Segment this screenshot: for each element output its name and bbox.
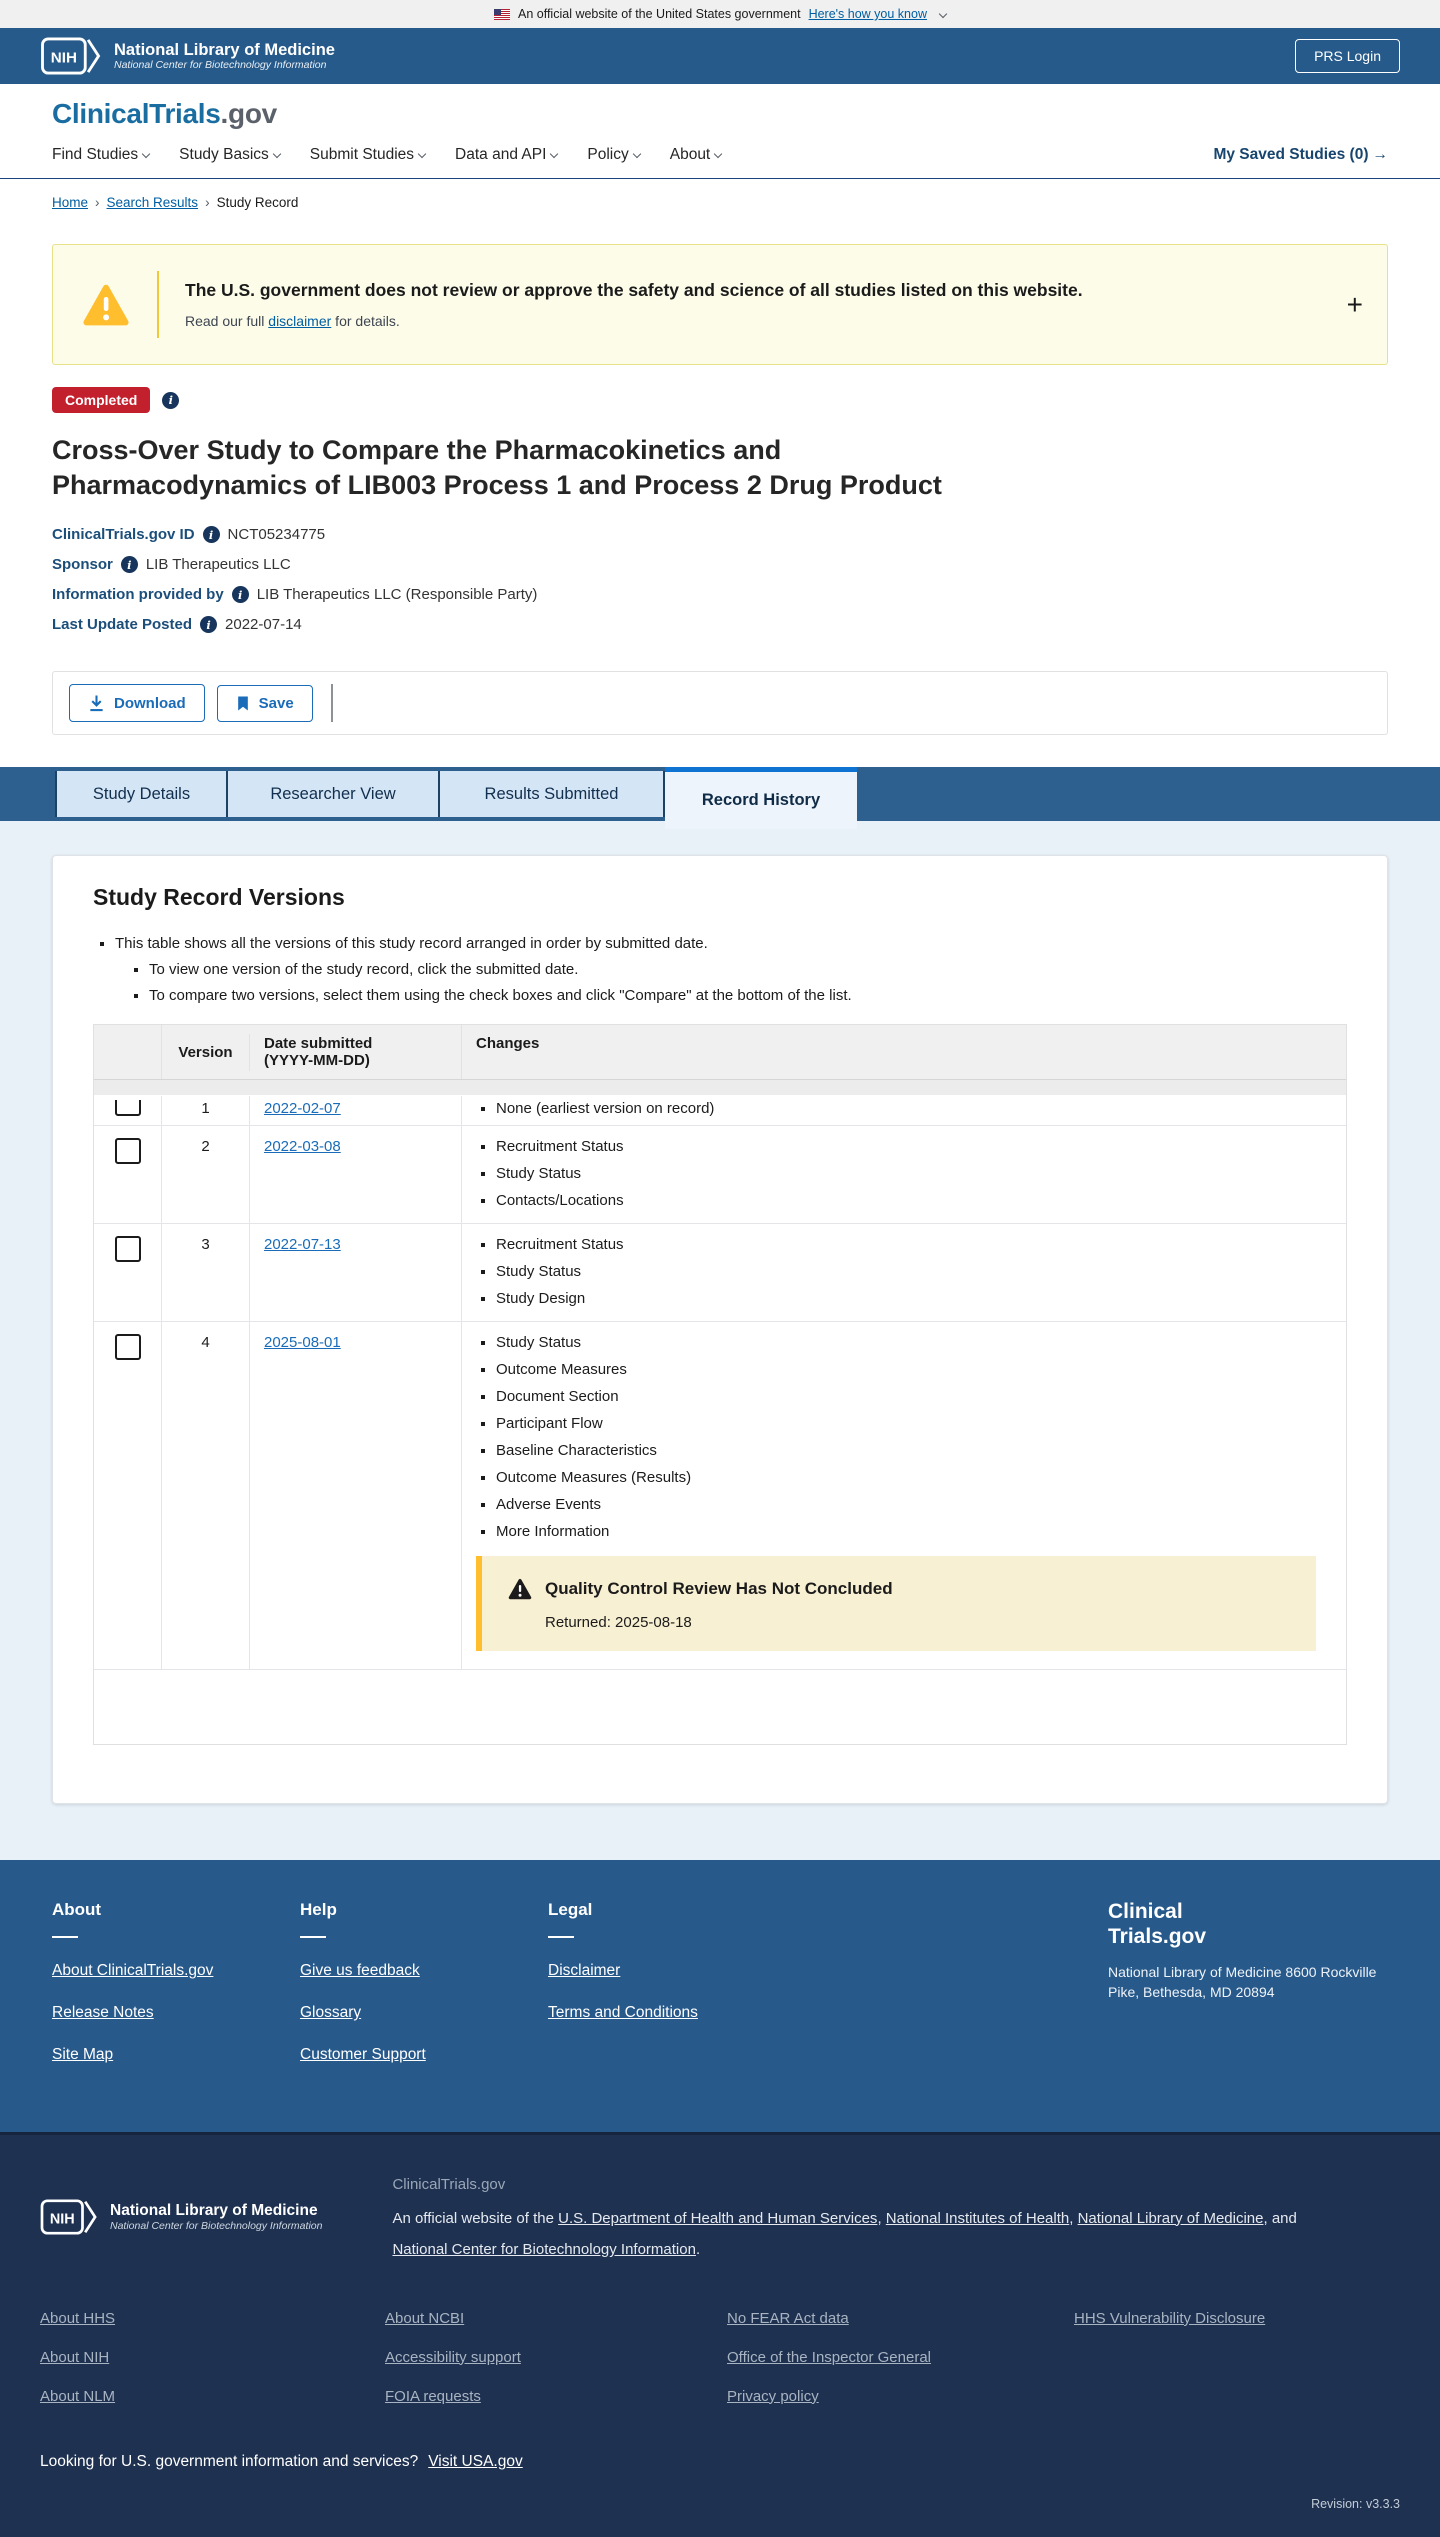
versions-table-header: [94, 1025, 1346, 1080]
usa-gov-text: Looking for U.S. government information and services?: [40, 2452, 419, 2470]
footer-title-rule: [300, 1936, 326, 1938]
change-item: ▪ Outcome Measures: [496, 1361, 1332, 1378]
footer-link-give-us-feedback[interactable]: Give us feedback: [300, 1962, 420, 1980]
tab-researcher-view[interactable]: Researcher View: [228, 771, 440, 817]
footer-column-legal: [548, 1900, 928, 2088]
change-item: ▪ More Information: [496, 1523, 1332, 1540]
footer-brand-line2: Trials.gov: [1108, 1924, 1207, 1948]
changes-cell: [462, 1126, 1346, 1223]
field-value: LIB Therapeutics LLC (Responsible Party): [256, 586, 538, 604]
agency-link-office-of-the-inspector-general[interactable]: Office of the Inspector General: [727, 2348, 932, 2366]
footer-address: National Library of Medicine 8600 Rockville Pike, Bethesda, MD 20894: [1108, 1963, 1377, 2000]
version-checkbox[interactable]: [115, 1100, 141, 1116]
agency-link-about-ncbi[interactable]: About NCBI: [385, 2309, 465, 2327]
agency-link-about-hhs[interactable]: About HHS: [40, 2309, 116, 2327]
versions-note-sub: ▪ To compare two versions, select them using the check boxes and click "Compare" at the bottom of the list.: [149, 987, 1347, 1004]
breadcrumb-link-home[interactable]: Home: [52, 195, 89, 210]
agency-footer: [0, 2132, 1440, 2537]
agency-link-column-4: [1074, 2310, 1400, 2427]
field-label: ClinicalTrials.gov ID: [52, 526, 195, 544]
nav-item-label: Data and API: [455, 146, 547, 163]
footer-column-title: About: [52, 1900, 102, 1920]
nav-item-label: Find Studies: [52, 146, 139, 163]
gov-banner: [0, 0, 1440, 28]
versions-notes: [93, 935, 1347, 1004]
download-label: Download: [114, 694, 186, 712]
clipped-checkbox-wrap: [115, 1100, 141, 1116]
chevron-down-icon: [714, 150, 722, 158]
nav-item-data-and-api[interactable]: [455, 146, 557, 164]
study-title: Cross-Over Study to Compare the Pharmacokinetics and Pharmacodynamics of LIB003 Process 1 and Process 2 Drug Product: [52, 435, 942, 500]
disclaimer-expand-button[interactable]: +: [1346, 288, 1363, 320]
site-logo-suffix: .gov: [220, 98, 277, 129]
download-icon: [88, 694, 105, 712]
version-checkbox[interactable]: [115, 1236, 141, 1262]
version-number: 2: [162, 1126, 250, 1223]
version-checkbox[interactable]: [115, 1334, 141, 1360]
nav-item-policy[interactable]: [587, 146, 639, 164]
change-item: ▪ Baseline Characteristics: [496, 1442, 1332, 1459]
change-item: ▪ Recruitment Status: [496, 1236, 1332, 1253]
disclaimer-divider: [157, 271, 159, 338]
footer-column-title: Help: [300, 1900, 337, 1920]
footer-desc-text: , and: [1263, 2209, 1297, 2227]
versions-heading: Study Record Versions: [93, 884, 345, 911]
header-checkbox-column: [94, 1025, 162, 1079]
main-nav: [52, 146, 721, 164]
nav-item-label: About: [669, 146, 711, 163]
my-saved-studies-link[interactable]: [1213, 146, 1388, 164]
nlm-header: [0, 28, 1440, 84]
changes-list: [496, 1334, 1332, 1540]
study-field-sponsor: [52, 556, 1388, 573]
footer-desc-text: ,: [1069, 2209, 1078, 2227]
study-fields: [52, 526, 1388, 633]
nav-item-study-basics[interactable]: [179, 146, 280, 164]
main-nav-row: [52, 146, 1388, 178]
breadcrumb-separator: ›: [205, 195, 210, 210]
download-button[interactable]: [69, 684, 205, 722]
changes-list: [496, 1100, 1332, 1117]
version-checkbox[interactable]: [115, 1138, 141, 1164]
visit-usa-gov-link[interactable]: Visit USA.gov: [428, 2452, 523, 2470]
study-field-information-provided-by: [52, 586, 1388, 603]
qc-alert-detail: Returned: 2025-08-18: [545, 1614, 692, 1632]
footer-nlm-logo[interactable]: [40, 2169, 322, 2266]
tab-study-details[interactable]: Study Details: [55, 771, 228, 817]
chevron-down-icon: [273, 150, 281, 158]
tab-results-submitted[interactable]: Results Submitted: [440, 771, 665, 817]
footer-link-glossary[interactable]: Glossary: [300, 2004, 362, 2022]
field-value: NCT05234775: [227, 526, 326, 544]
date-cell: [250, 1224, 462, 1321]
nih-logo-icon: [40, 2199, 98, 2235]
version-row-2: [94, 1126, 1346, 1224]
status-badge: Completed: [52, 387, 150, 413]
nlm-logo[interactable]: [40, 37, 335, 75]
versions-note-sub: ▪ To view one version of the study record, click the submitted date.: [149, 961, 1347, 978]
nav-item-label: Policy: [587, 146, 629, 163]
version-row-1: [94, 1096, 1346, 1126]
info-icon[interactable]: i: [203, 526, 220, 543]
tab-record-history[interactable]: Record History: [665, 767, 857, 829]
agency-link-hhs-vulnerability-disclosure[interactable]: HHS Vulnerability Disclosure: [1074, 2309, 1266, 2327]
breadcrumb-current: Study Record: [216, 195, 299, 210]
action-divider: [331, 684, 333, 722]
breadcrumb-separator: ›: [95, 195, 100, 210]
nav-item-label: Submit Studies: [309, 146, 415, 163]
field-label: Information provided by: [52, 586, 224, 604]
disclaimer-link[interactable]: disclaimer: [268, 313, 332, 329]
change-item: ▪ Adverse Events: [496, 1496, 1332, 1513]
version-number: 1: [162, 1096, 250, 1125]
nlm-title: National Library of Medicine: [114, 40, 335, 59]
checkbox-cell: [94, 1322, 162, 1669]
date-submitted-link[interactable]: 2022-07-13: [264, 1236, 341, 1254]
changes-cell: [462, 1096, 1346, 1125]
my-saved-studies-label: My Saved Studies (0): [1213, 146, 1369, 163]
checkbox-cell: [94, 1126, 162, 1223]
agency-link-about-nih[interactable]: About NIH: [40, 2348, 110, 2366]
svg-text:NIH: NIH: [50, 49, 77, 67]
footer-desc-link-national-library-of-medicine[interactable]: National Library of Medicine: [1077, 2209, 1264, 2227]
site-logo-primary: ClinicalTrials: [52, 98, 221, 129]
date-submitted-link[interactable]: 2025-08-01: [264, 1334, 341, 1352]
footer-nlm-title: National Library of Medicine: [110, 2202, 318, 2220]
qc-alert-header: [508, 1578, 1296, 1600]
change-item: ▪ Document Section: [496, 1388, 1332, 1405]
changes-cell: [462, 1224, 1346, 1321]
header-changes: Changes: [476, 1035, 540, 1053]
info-icon[interactable]: i: [200, 616, 217, 633]
agency-link-column-3: [727, 2310, 1074, 2427]
warning-triangle-icon: [508, 1578, 532, 1600]
agency-link-no-fear-act-data[interactable]: No FEAR Act data: [727, 2309, 849, 2327]
date-cell: [250, 1322, 462, 1669]
footer-brand: [1108, 1900, 1388, 2088]
version-row-3: [94, 1224, 1346, 1322]
quality-control-alert: [476, 1556, 1316, 1651]
change-item: ▪ Study Status: [496, 1334, 1332, 1351]
chevron-down-icon: [939, 10, 947, 18]
site-logo[interactable]: [52, 98, 1388, 130]
agency-link-column-1: [40, 2310, 385, 2427]
change-item: ▪ None (earliest version on record): [496, 1100, 1332, 1117]
nlm-subtitle: National Center for Biotechnology Information: [114, 59, 327, 72]
agency-link-about-nlm[interactable]: About NLM: [40, 2387, 116, 2405]
us-flag-icon: [494, 9, 510, 20]
warning-triangle-icon: [81, 283, 131, 327]
agency-link-columns: [40, 2310, 1400, 2427]
checkbox-cell: [94, 1224, 162, 1321]
field-label: Sponsor: [52, 556, 113, 574]
footer-nlm-subtitle: National Center for Biotechnology Information: [110, 2220, 323, 2233]
footer-link-customer-support[interactable]: Customer Support: [300, 2046, 426, 2064]
version-row-4: [94, 1322, 1346, 1670]
date-submitted-link[interactable]: 2022-03-08: [264, 1138, 341, 1156]
disclaimer-text: Read our full: [185, 313, 269, 329]
save-button[interactable]: [217, 685, 313, 722]
footer-link-disclaimer[interactable]: Disclaimer: [548, 1962, 621, 1980]
disclaimer-text: for details.: [331, 313, 400, 329]
changes-cell: [462, 1322, 1346, 1669]
checkbox-cell: [94, 1096, 162, 1125]
footer-desc-text: An official website of the: [392, 2209, 559, 2227]
agency-link-foia-requests[interactable]: FOIA requests: [385, 2387, 481, 2405]
table-footer-spacer: [94, 1670, 1346, 1744]
field-value: LIB Therapeutics LLC: [145, 556, 291, 574]
change-item: ▪ Study Design: [496, 1290, 1332, 1307]
versions-table: [93, 1024, 1347, 1745]
footer-column-about: [52, 1900, 300, 2088]
footer-desc-link-u-s-department-of-health-and-human-services[interactable]: U.S. Department of Health and Human Services: [558, 2209, 878, 2227]
change-item: ▪ Study Status: [496, 1263, 1332, 1280]
footer-link-site-map[interactable]: Site Map: [52, 2046, 114, 2064]
nav-item-about[interactable]: [670, 146, 722, 164]
nih-logo-icon: [40, 37, 102, 75]
field-label: Last Update Posted: [52, 616, 193, 634]
field-value: 2022-07-14: [225, 616, 302, 634]
footer-brand-line1: Clinical: [1108, 1900, 1183, 1924]
bookmark-icon: [236, 695, 250, 712]
change-item: ▪ Participant Flow: [496, 1415, 1332, 1432]
nav-item-submit-studies[interactable]: [310, 146, 425, 164]
svg-text:NIH: NIH: [49, 2211, 75, 2228]
agency-link-accessibility-support[interactable]: Accessibility support: [385, 2348, 521, 2366]
nav-item-label: Study Basics: [179, 146, 269, 163]
agency-link-privacy-policy[interactable]: Privacy policy: [727, 2387, 819, 2405]
breadcrumb-link-search-results[interactable]: Search Results: [106, 195, 199, 210]
change-item: ▪ Recruitment Status: [496, 1138, 1332, 1155]
disclaimer-body: [185, 313, 1083, 329]
footer-site-name: ClinicalTrials.gov: [392, 2176, 506, 2194]
save-label: Save: [258, 694, 294, 712]
footer-desc-text: ,: [877, 2209, 886, 2227]
footer-desc-text: .: [695, 2241, 701, 2259]
date-cell: [250, 1096, 462, 1125]
qc-alert-title: Quality Control Review Has Not Concluded: [545, 1579, 893, 1599]
arrow-right-icon: →: [1372, 146, 1388, 163]
version-number: 3: [162, 1224, 250, 1321]
change-item: ▪ Contacts/Locations: [496, 1192, 1332, 1209]
date-submitted-link[interactable]: 2022-02-07: [264, 1100, 341, 1118]
how-you-know-link[interactable]: Here's how you know: [808, 7, 927, 21]
prs-login-button[interactable]: PRS Login: [1295, 39, 1400, 73]
action-bar: [52, 671, 1388, 735]
versions-note-main: This table shows all the versions of this study record arranged in order by submitted date.: [115, 935, 708, 953]
footer-desc-link-national-institutes-of-health[interactable]: National Institutes of Health: [885, 2209, 1070, 2227]
footer-title-rule: [548, 1936, 574, 1938]
site-footer: [0, 1860, 1440, 2132]
footer-brand-logo: [1108, 1900, 1388, 1950]
record-history-panel: [0, 821, 1440, 1860]
footer-link-terms-and-conditions[interactable]: Terms and Conditions: [548, 2004, 698, 2022]
chevron-down-icon: [632, 150, 640, 158]
footer-title-rule: [52, 1936, 78, 1938]
version-number: 4: [162, 1322, 250, 1669]
status-info-icon[interactable]: i: [162, 392, 179, 409]
change-item: ▪ Study Status: [496, 1165, 1332, 1182]
breadcrumb: [0, 179, 1440, 228]
info-icon[interactable]: i: [232, 586, 249, 603]
site-header: [0, 84, 1440, 179]
scrolled-row-remnant: [94, 1080, 1346, 1096]
chevron-down-icon: [550, 150, 558, 158]
revision-label: Revision: v3.3.3: [1311, 2496, 1400, 2511]
study-field-last-update-posted: [52, 616, 1388, 633]
chevron-down-icon: [142, 150, 150, 158]
header-date-submitted: Date submitted (YYYY-MM-DD): [250, 1025, 462, 1079]
changes-list: [496, 1236, 1332, 1307]
footer-description: [392, 2169, 1312, 2266]
agency-link-column-2: [385, 2310, 727, 2427]
disclaimer-title: The U.S. government does not review or approve the safety and science of all studies listed on this website.: [185, 280, 1083, 300]
header-version: Version: [162, 1034, 250, 1071]
tab-band: [0, 767, 1440, 821]
disclaimer-banner: [52, 244, 1388, 365]
chevron-down-icon: [418, 150, 426, 158]
date-cell: [250, 1126, 462, 1223]
study-record-versions-card: [52, 855, 1388, 1804]
footer-column-help: [300, 1900, 548, 2088]
footer-link-about-clinicaltrials-gov[interactable]: About ClinicalTrials.gov: [52, 1962, 214, 1980]
study-summary: [0, 387, 1440, 633]
footer-column-title: Legal: [548, 1900, 593, 1920]
info-icon[interactable]: i: [121, 556, 138, 573]
changes-list: [496, 1138, 1332, 1209]
footer-link-release-notes[interactable]: Release Notes: [52, 2004, 154, 2022]
study-field-clinicaltrials-gov-id: [52, 526, 1388, 543]
change-item: ▪ Outcome Measures (Results): [496, 1469, 1332, 1486]
gov-banner-text: An official website of the United States government: [518, 7, 801, 21]
footer-desc-link-national-center-for-biotechnology-information[interactable]: National Center for Biotechnology Information: [392, 2241, 696, 2259]
nav-item-find-studies[interactable]: [52, 146, 149, 164]
